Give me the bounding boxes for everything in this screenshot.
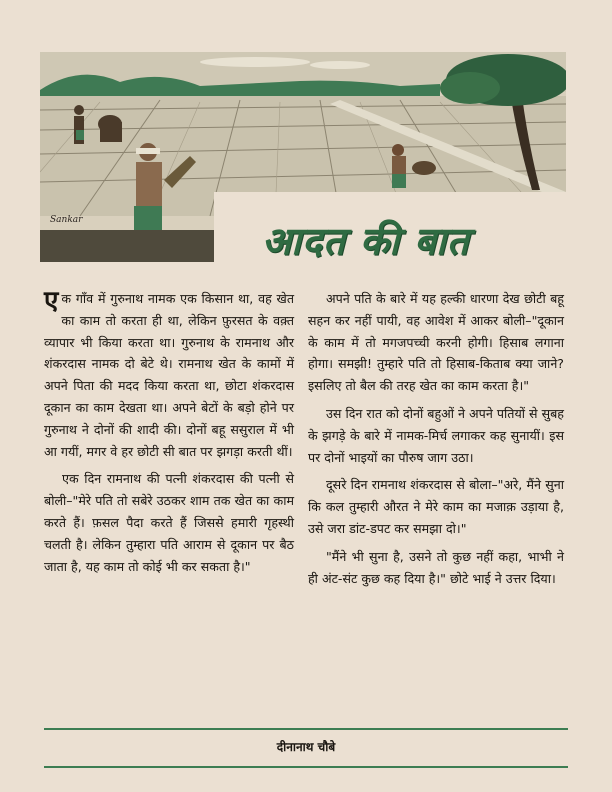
top-divider — [44, 728, 568, 730]
left-paragraph-2: एक दिन रामनाथ की पत्नी शंकरदास की पत्नी से बोली–"मेरे पति तो सबेरे उठकर शाम तक खेत का काम करते हैं। फ़सल पैदा करते हैं जिससे हमारी गृहस्थी चलती है। लेकिन तुम्हारा पति आराम से दूकान पर बैठ जाता है, यह काम तो कोई भी कर सकता है।" — [44, 471, 294, 574]
illustrator-signature: Sankar — [50, 215, 83, 225]
left-column — [44, 288, 294, 577]
right-paragraph-2: उस दिन रात को दोनों बहुओं ने अपने पतियों से सुबह के झगड़े के बारे में नामक-मिर्च लगाकर कह सुनायीं। इस पर दोनों भाइयों का पौरुष जाग उठा। — [308, 405, 564, 465]
story-title: आदत की बात — [262, 219, 470, 263]
left-paragraph-1 — [44, 288, 294, 462]
right-column — [308, 288, 564, 589]
drop-cap: ए — [44, 286, 59, 316]
left-paragraph-1-text: क गाँव में गुरुनाथ नामक एक किसान था, वह खेत का काम तो करता ही था, लेकिन फ़ुरसत के वक़्त व्यापार भी किया करता था। गुरुनाथ के रामनाथ और शंकरदास नामक दो बेटे थे। रामनाथ खेत के कामों में अपने पिता की मदद किया करता था, छोटा शंकरदास दूकान का काम देखता था। अपने बेटों के बड़ो होने पर गुरुनाथ ने दोनों की शादी की। दोनों बहू ससुराल में भी आ गयीं, मगर वे हर छोटी सी बात पर झगड़ा करती थीं। — [44, 291, 294, 459]
right-paragraph-4: "मैंने भी सुना है, उसने तो कुछ नहीं कहा, भाभी ने ही अंट-संट कुछ कह दिया है।" छोटे भाई ने उत्तर दिया। — [308, 548, 564, 586]
right-paragraph-1: अपने पति के बारे में यह हल्की धारणा देख छोटी बहू सहन कर नहीं पायी, वह आवेश में आकर बोली–"दूकान के काम में तो मगजपच्ची करनी होगी। हिसाब लगाना होगा। समझी! तुम्हारे पति तो हिसाब-किताब क्या जाने? इसलिए तो बैल की तरह खेत का काम करता है।" — [308, 291, 564, 394]
bottom-divider — [44, 766, 568, 768]
author-name: दीनानाथ चौबे — [276, 740, 336, 754]
right-paragraph-3: दूसरे दिन रामनाथ शंकरदास से बोला–"अरे, मैंने सुना कि कल तुम्हारी औरत ने मेरे काम का मजाक़ उड़ाया है, उसे जरा डांट-डपट कर समझा दो।" — [308, 477, 564, 536]
